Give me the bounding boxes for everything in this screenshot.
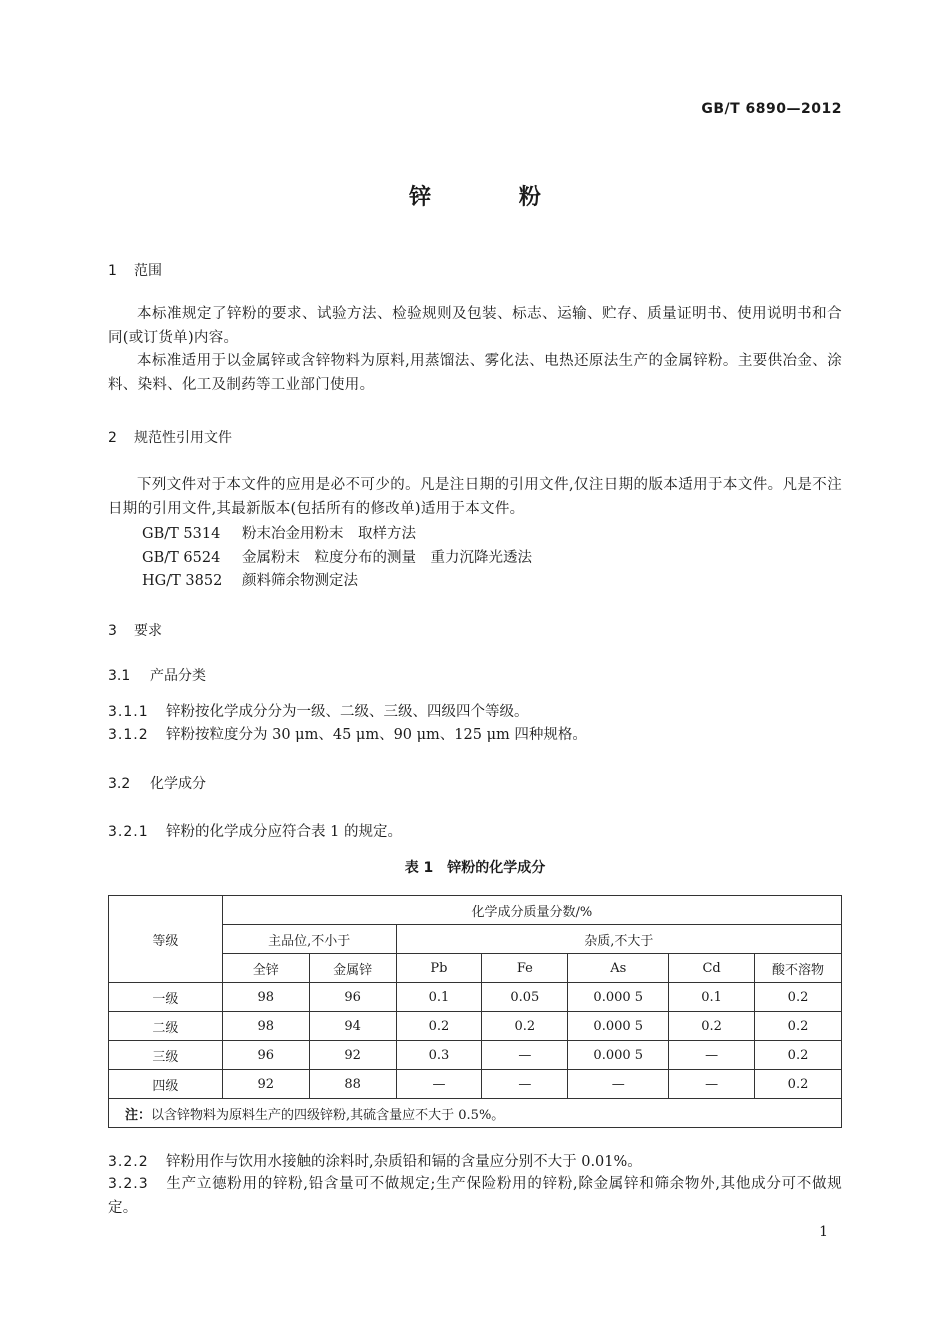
table-cell: — [482,1041,568,1070]
table-cell: 98 [222,1012,309,1041]
clause-number: 3.2.2 [108,1154,149,1170]
table-cell: 92 [222,1070,309,1099]
table-cell: 98 [222,983,309,1012]
table-row [109,1070,842,1099]
table-cell: 0.3 [396,1041,482,1070]
clause-number: 3.1.2 [108,727,149,743]
column-header: 全锌 [222,954,309,983]
table-cell: 0.1 [669,983,755,1012]
section-title: 规范性引用文件 [134,430,232,446]
table-cell: 96 [309,983,396,1012]
section-number: 2 [108,430,117,446]
table-cell: 0.05 [482,983,568,1012]
section-3-1-heading [108,665,206,685]
clause-3-1-1 [108,700,529,721]
table-cell: 0.2 [755,1041,842,1070]
column-header: As [568,954,669,983]
reference-title: 金属粉末 粒度分布的测量 重力沉降光透法 [242,550,532,566]
table-row [109,1012,842,1041]
reference-item [142,522,416,543]
section-number: 3 [108,623,117,639]
section-number: 3.2 [108,776,131,792]
clause-number: 3.2.1 [108,824,149,840]
table-cell: 0.1 [396,983,482,1012]
clause-3-2-3 [108,1173,842,1220]
table-cell: 96 [222,1041,309,1070]
section-title: 要求 [134,623,162,639]
document-title: 锌 粉 [409,185,581,210]
reference-title: 颜料筛余物测定法 [242,573,358,589]
table-cell: — [396,1070,482,1099]
clause-text: 生产立德粉用的锌粉,铅含量可不做规定;生产保险粉用的锌粉,除金属锌和筛余物外,其他成分可不做规定。 [108,1176,842,1216]
table-cell: 0.2 [755,1012,842,1041]
table-cell: 88 [309,1070,396,1099]
clause-3-2-1 [108,820,402,841]
section-3-heading [108,620,162,640]
section-1-paragraph-2: 本标准适用于以金属锌或含锌物料为原料,用蒸馏法、雾化法、电热还原法生产的金属锌粉。主要供冶金、涂料、染料、化工及制药等工业部门使用。 [108,353,842,393]
section-2-heading [108,427,232,447]
column-header: Cd [669,954,755,983]
table-cell: — [568,1070,669,1099]
clause-3-1-2 [108,723,587,744]
table-cell: 0.2 [396,1012,482,1041]
page-number: 1 [819,1224,828,1240]
section-3-2-heading [108,773,206,793]
clause-text: 锌粉按粒度分为 30 μm、45 μm、90 μm、125 μm 四种规格。 [166,727,587,743]
reference-title: 粉末冶金用粉末 取样方法 [242,526,416,542]
reference-code: GB/T 6524 [142,550,221,566]
header-impurity: 杂质,不大于 [396,925,841,954]
column-header: Pb [396,954,482,983]
table-cell: — [669,1070,755,1099]
table-cell: 0.000 5 [568,1041,669,1070]
reference-item [142,546,532,567]
clause-text: 锌粉的化学成分应符合表 1 的规定。 [166,824,402,840]
clause-3-2-2 [108,1150,642,1171]
table-cell: 92 [309,1041,396,1070]
table-cell: 一级 [109,983,223,1012]
header-composition: 化学成分质量分数/% [222,896,841,925]
table-cell: 四级 [109,1070,223,1099]
reference-code: HG/T 3852 [142,573,223,589]
section-number: 1 [108,263,117,279]
clause-number: 3.2.3 [108,1176,149,1192]
header-main-grade: 主品位,不小于 [222,925,396,954]
column-header: 金属锌 [309,954,396,983]
note-label: 注： [125,1107,152,1123]
table-cell: 三级 [109,1041,223,1070]
clause-number: 3.1.1 [108,704,149,720]
clause-text: 锌粉用作与饮用水接触的涂料时,杂质铅和镉的含量应分别不大于 0.01%。 [166,1154,642,1170]
section-number: 3.1 [108,668,131,684]
table-row [109,983,842,1012]
clause-text: 锌粉按化学成分分为一级、二级、三级、四级四个等级。 [166,704,529,720]
reference-item [142,569,358,590]
table-note [109,1099,842,1128]
section-title: 范围 [134,263,162,279]
table-caption: 表 1 锌粉的化学成分 [404,860,546,876]
section-2-paragraph-1: 下列文件对于本文件的应用是必不可少的。凡是注日期的引用文件,仅注日期的版本适用于本文件。凡是不注日期的引用文件,其最新版本(包括所有的修改单)适用于本文件。 [108,477,842,517]
table-cell: 94 [309,1012,396,1041]
standard-code: GB/T 6890—2012 [701,101,842,117]
column-header: Fe [482,954,568,983]
table-cell: 0.2 [482,1012,568,1041]
section-1-paragraph-1: 本标准规定了锌粉的要求、试验方法、检验规则及包装、标志、运输、贮存、质量证明书、使用说明书和合同(或订货单)内容。 [108,306,842,346]
header-grade: 等级 [109,896,223,983]
table-cell: — [669,1041,755,1070]
column-header: 酸不溶物 [755,954,842,983]
section-title: 产品分类 [150,668,206,684]
table-cell: — [482,1070,568,1099]
section-title: 化学成分 [150,776,206,792]
section-1-heading [108,260,162,280]
table-cell: 0.000 5 [568,983,669,1012]
table-cell: 0.2 [669,1012,755,1041]
note-text: 以含锌物料为原料生产的四级锌粉,其硫含量应不大于 0.5%。 [151,1107,505,1123]
table-cell: 0.000 5 [568,1012,669,1041]
table-row [109,1041,842,1070]
table-cell: 0.2 [755,1070,842,1099]
table-cell: 二级 [109,1012,223,1041]
table-cell: 0.2 [755,983,842,1012]
reference-code: GB/T 5314 [142,526,221,542]
chemical-composition-table [108,895,842,1128]
